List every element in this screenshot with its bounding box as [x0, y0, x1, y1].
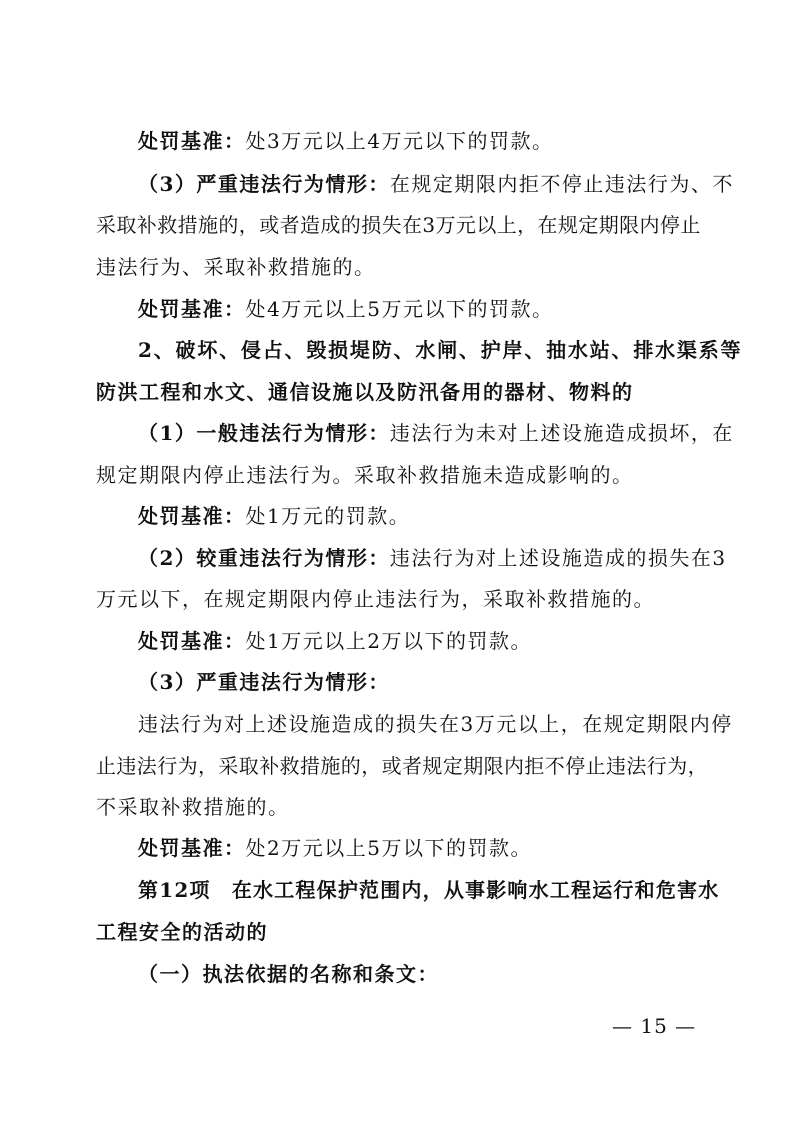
penalty-standard-text: 处2万元以上5万以下的罚款。	[245, 836, 532, 860]
penalty-standard-line	[138, 295, 553, 323]
severe-violation-label: （3）严重违法行为情形：	[138, 172, 390, 196]
penalty-standard-text: 处1万元以上2万以下的罚款。	[245, 629, 532, 653]
penalty-standard-label: 处罚基准：	[138, 504, 246, 528]
serious-violation-line	[138, 544, 727, 572]
subsection-heading: （一）执法依据的名称和条文：	[138, 962, 439, 986]
general-violation-label: （1）一般违法行为情形：	[138, 421, 390, 445]
paragraph-line: 规定期限内停止违法行为。采取补救措施未造成影响的。	[96, 463, 634, 487]
penalty-standard-label: 处罚基准：	[138, 836, 246, 860]
penalty-standard-label: 处罚基准：	[138, 297, 246, 321]
penalty-standard-line	[138, 834, 532, 862]
section-heading-continued: 防洪工程和水文、通信设施以及防汛备用的器材、物料的	[96, 380, 634, 404]
penalty-standard-label: 处罚基准：	[138, 629, 246, 653]
penalty-standard-text: 处1万元的罚款。	[245, 504, 411, 528]
general-violation-line	[138, 419, 734, 447]
serious-violation-label: （2）较重违法行为情形：	[138, 546, 390, 570]
item-heading: 第12项 在水工程保护范围内，从事影响水工程运行和危害水	[138, 878, 720, 902]
paragraph-line: 不采取补救措施的。	[96, 795, 290, 819]
severe-violation-line	[138, 170, 734, 198]
penalty-standard-text: 处3万元以上4万元以下的罚款。	[245, 129, 554, 153]
paragraph-line: 止违法行为，采取补救措施的，或者规定期限内拒不停止违法行为，	[96, 754, 708, 778]
general-violation-text: 违法行为未对上述设施造成损坏，在	[389, 421, 734, 445]
penalty-standard-line	[138, 127, 553, 155]
severe-violation-label: （3）严重违法行为情形：	[138, 670, 390, 694]
item-heading-continued: 工程安全的活动的	[96, 920, 268, 944]
paragraph-line: 采取补救措施的，或者造成的损失在3万元以上，在规定期限内停止	[96, 213, 701, 237]
penalty-standard-line	[138, 502, 410, 530]
serious-violation-text: 违法行为对上述设施造成的损失在3	[389, 546, 727, 570]
paragraph-line: 万元以下，在规定期限内停止违法行为，采取补救措施的。	[96, 587, 655, 611]
paragraph-line: 违法行为对上述设施造成的损失在3万元以上，在规定期限内停	[138, 712, 733, 736]
penalty-standard-line	[138, 627, 532, 655]
page-number: — 15 —	[612, 1014, 697, 1038]
penalty-standard-text: 处4万元以上5万元以下的罚款。	[245, 297, 554, 321]
section-heading: 2、破坏、侵占、毁损堤防、水闸、护岸、抽水站、排水渠系等	[138, 338, 743, 362]
penalty-standard-label: 处罚基准：	[138, 129, 246, 153]
severe-violation-text: 在规定期限内拒不停止违法行为、不	[389, 172, 734, 196]
paragraph-line: 违法行为、采取补救措施的。	[96, 255, 376, 279]
